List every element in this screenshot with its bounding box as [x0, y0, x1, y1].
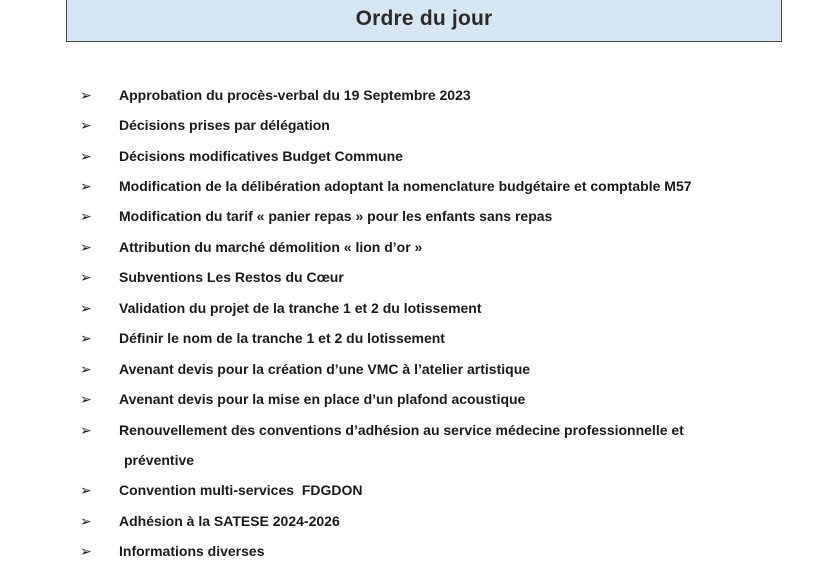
page-title: Ordre du jour [355, 7, 493, 30]
agenda-item-text: Décisions prises par délégation [119, 117, 330, 133]
arrow-bullet-icon: ➢ [80, 87, 92, 103]
arrow-bullet-icon: ➢ [80, 330, 92, 346]
agenda-item-text: Décisions modificatives Budget Commune [119, 148, 403, 164]
arrow-bullet-icon: ➢ [80, 300, 92, 316]
arrow-bullet-icon: ➢ [80, 148, 92, 164]
agenda-item-text: Modification du tarif « panier repas » pour les enfants sans repas [119, 208, 553, 224]
arrow-bullet-icon: ➢ [80, 361, 92, 377]
agenda-item-text: Approbation du procès-verbal du 19 Septembre 2023 [119, 87, 471, 103]
arrow-bullet-icon: ➢ [80, 513, 92, 529]
arrow-bullet-icon: ➢ [80, 239, 92, 255]
arrow-bullet-icon: ➢ [80, 208, 92, 224]
agenda-item-text: Avenant devis pour la mise en place d’un plafond acoustique [119, 391, 526, 407]
agenda-item-text: Validation du projet de la tranche 1 et 2 du lotissement [119, 300, 482, 316]
agenda-item-text: Informations diverses [119, 543, 265, 559]
arrow-bullet-icon: ➢ [80, 117, 92, 133]
agenda-item-text: Avenant devis pour la création d’une VMC à l’atelier artistique [119, 361, 531, 377]
arrow-bullet-icon: ➢ [80, 391, 92, 407]
arrow-bullet-icon: ➢ [80, 543, 92, 559]
agenda-item-text: préventive [124, 452, 195, 468]
agenda-item-text: Modification de la délibération adoptant la nomenclature budgétaire et comptable M57 [119, 178, 692, 194]
agenda-item-text: Définir le nom de la tranche 1 et 2 du lotissement [119, 330, 445, 346]
agenda-item-text: Attribution du marché démolition « lion d’or » [119, 239, 423, 255]
agenda-item-text: Subventions Les Restos du Cœur [119, 269, 344, 285]
agenda-item-text: Renouvellement des conventions d’adhésion au service médecine professionnelle et [119, 422, 684, 438]
arrow-bullet-icon: ➢ [80, 178, 92, 194]
arrow-bullet-icon: ➢ [80, 269, 92, 285]
arrow-bullet-icon: ➢ [80, 422, 92, 438]
agenda-item-text: Convention multi-services FDGDON [119, 482, 363, 498]
arrow-bullet-icon: ➢ [80, 482, 92, 498]
agenda-item-text: Adhésion à la SATESE 2024-2026 [119, 513, 340, 529]
